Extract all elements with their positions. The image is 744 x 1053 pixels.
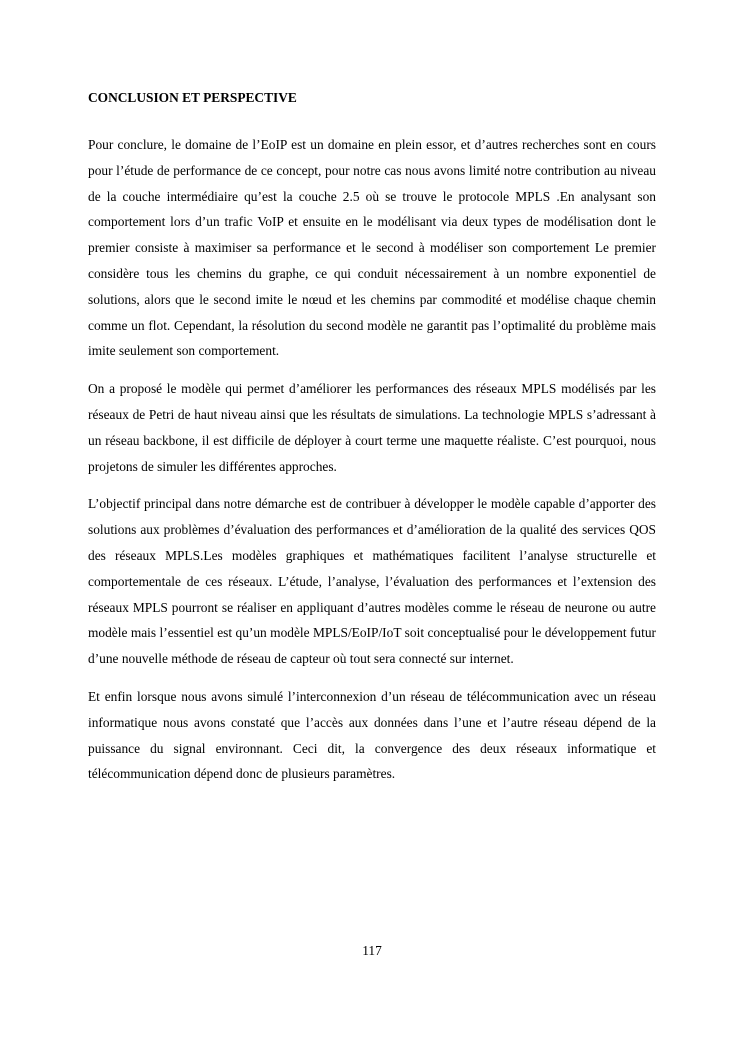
paragraph-conclusion: Pour conclure, le domaine de l’EoIP est un domaine en plein essor, et d’autres recherches sont en cours pour l’étude de performance de ce concept, pour notre cas nous avons limité notre contribution au niveau de la couche intermédiaire qu’est la couche 2.5 où se trouve le protocole MPLS .En analysant son comportement lors d’un trafic VoIP et ensuite en le modélisant via deux types de modélisation dont le premier consiste à maximiser sa performance et le second à modéliser son comportement Le premier considère tous les chemins du graphe, ce qui conduit nécessairement à un nombre exponentiel de solutions, alors que le second imite le nœud et les chemins par commodité et modélise chaque chemin comme un flot. Cependant, la résolution du second modèle ne garantit pas l’optimalité du problème mais imite seulement son comportement. bbox=[88, 137, 656, 359]
page-body bbox=[88, 86, 656, 799]
page-number: 117 bbox=[362, 943, 382, 958]
paragraph-interconnection: Et enfin lorsque nous avons simulé l’interconnexion d’un réseau de télécommunication avec un réseau informatique nous avons constaté que l’accès aux données dans l’une et l’autre réseau dépend de la puissance du signal environnant. Ceci dit, la convergence des deux réseaux informatique et télécommunication dépend donc de plusieurs paramètres. bbox=[88, 688, 656, 782]
paragraph-proposed-model: On a proposé le modèle qui permet d’améliorer les performances des réseaux MPLS modélisés par les réseaux de Petri de haut niveau ainsi que les résultats de simulations. La technologie MPLS s’adressant à un réseau backbone, il est difficile de déployer à court terme une maquette réaliste. C’est pourquoi, nous projetons de simuler les différentes approches. bbox=[88, 381, 656, 474]
paragraph-objective: L’objectif principal dans notre démarche est de contribuer à développer le modèle capable d’apporter des solutions aux problèmes d’évaluation des performances et d’amélioration de la qualité des services QOS des réseaux MPLS.Les modèles graphiques et mathématiques facilitent l’analyse structurelle et comportementale de ces réseaux. L’étude, l’analyse, l’évaluation des performances et l’extension des réseaux MPLS pourront se réaliser en appliquant d’autres modèles comme le réseau de neurone ou autre modèle mais l’essentiel est qu’un modèle MPLS/EoIP/IoT soit conceptualisé pour le développement futur d’une nouvelle méthode de réseau de capteur où tout sera connecté sur internet. bbox=[88, 496, 656, 667]
section-heading: CONCLUSION ET PERSPECTIVE bbox=[88, 90, 297, 105]
